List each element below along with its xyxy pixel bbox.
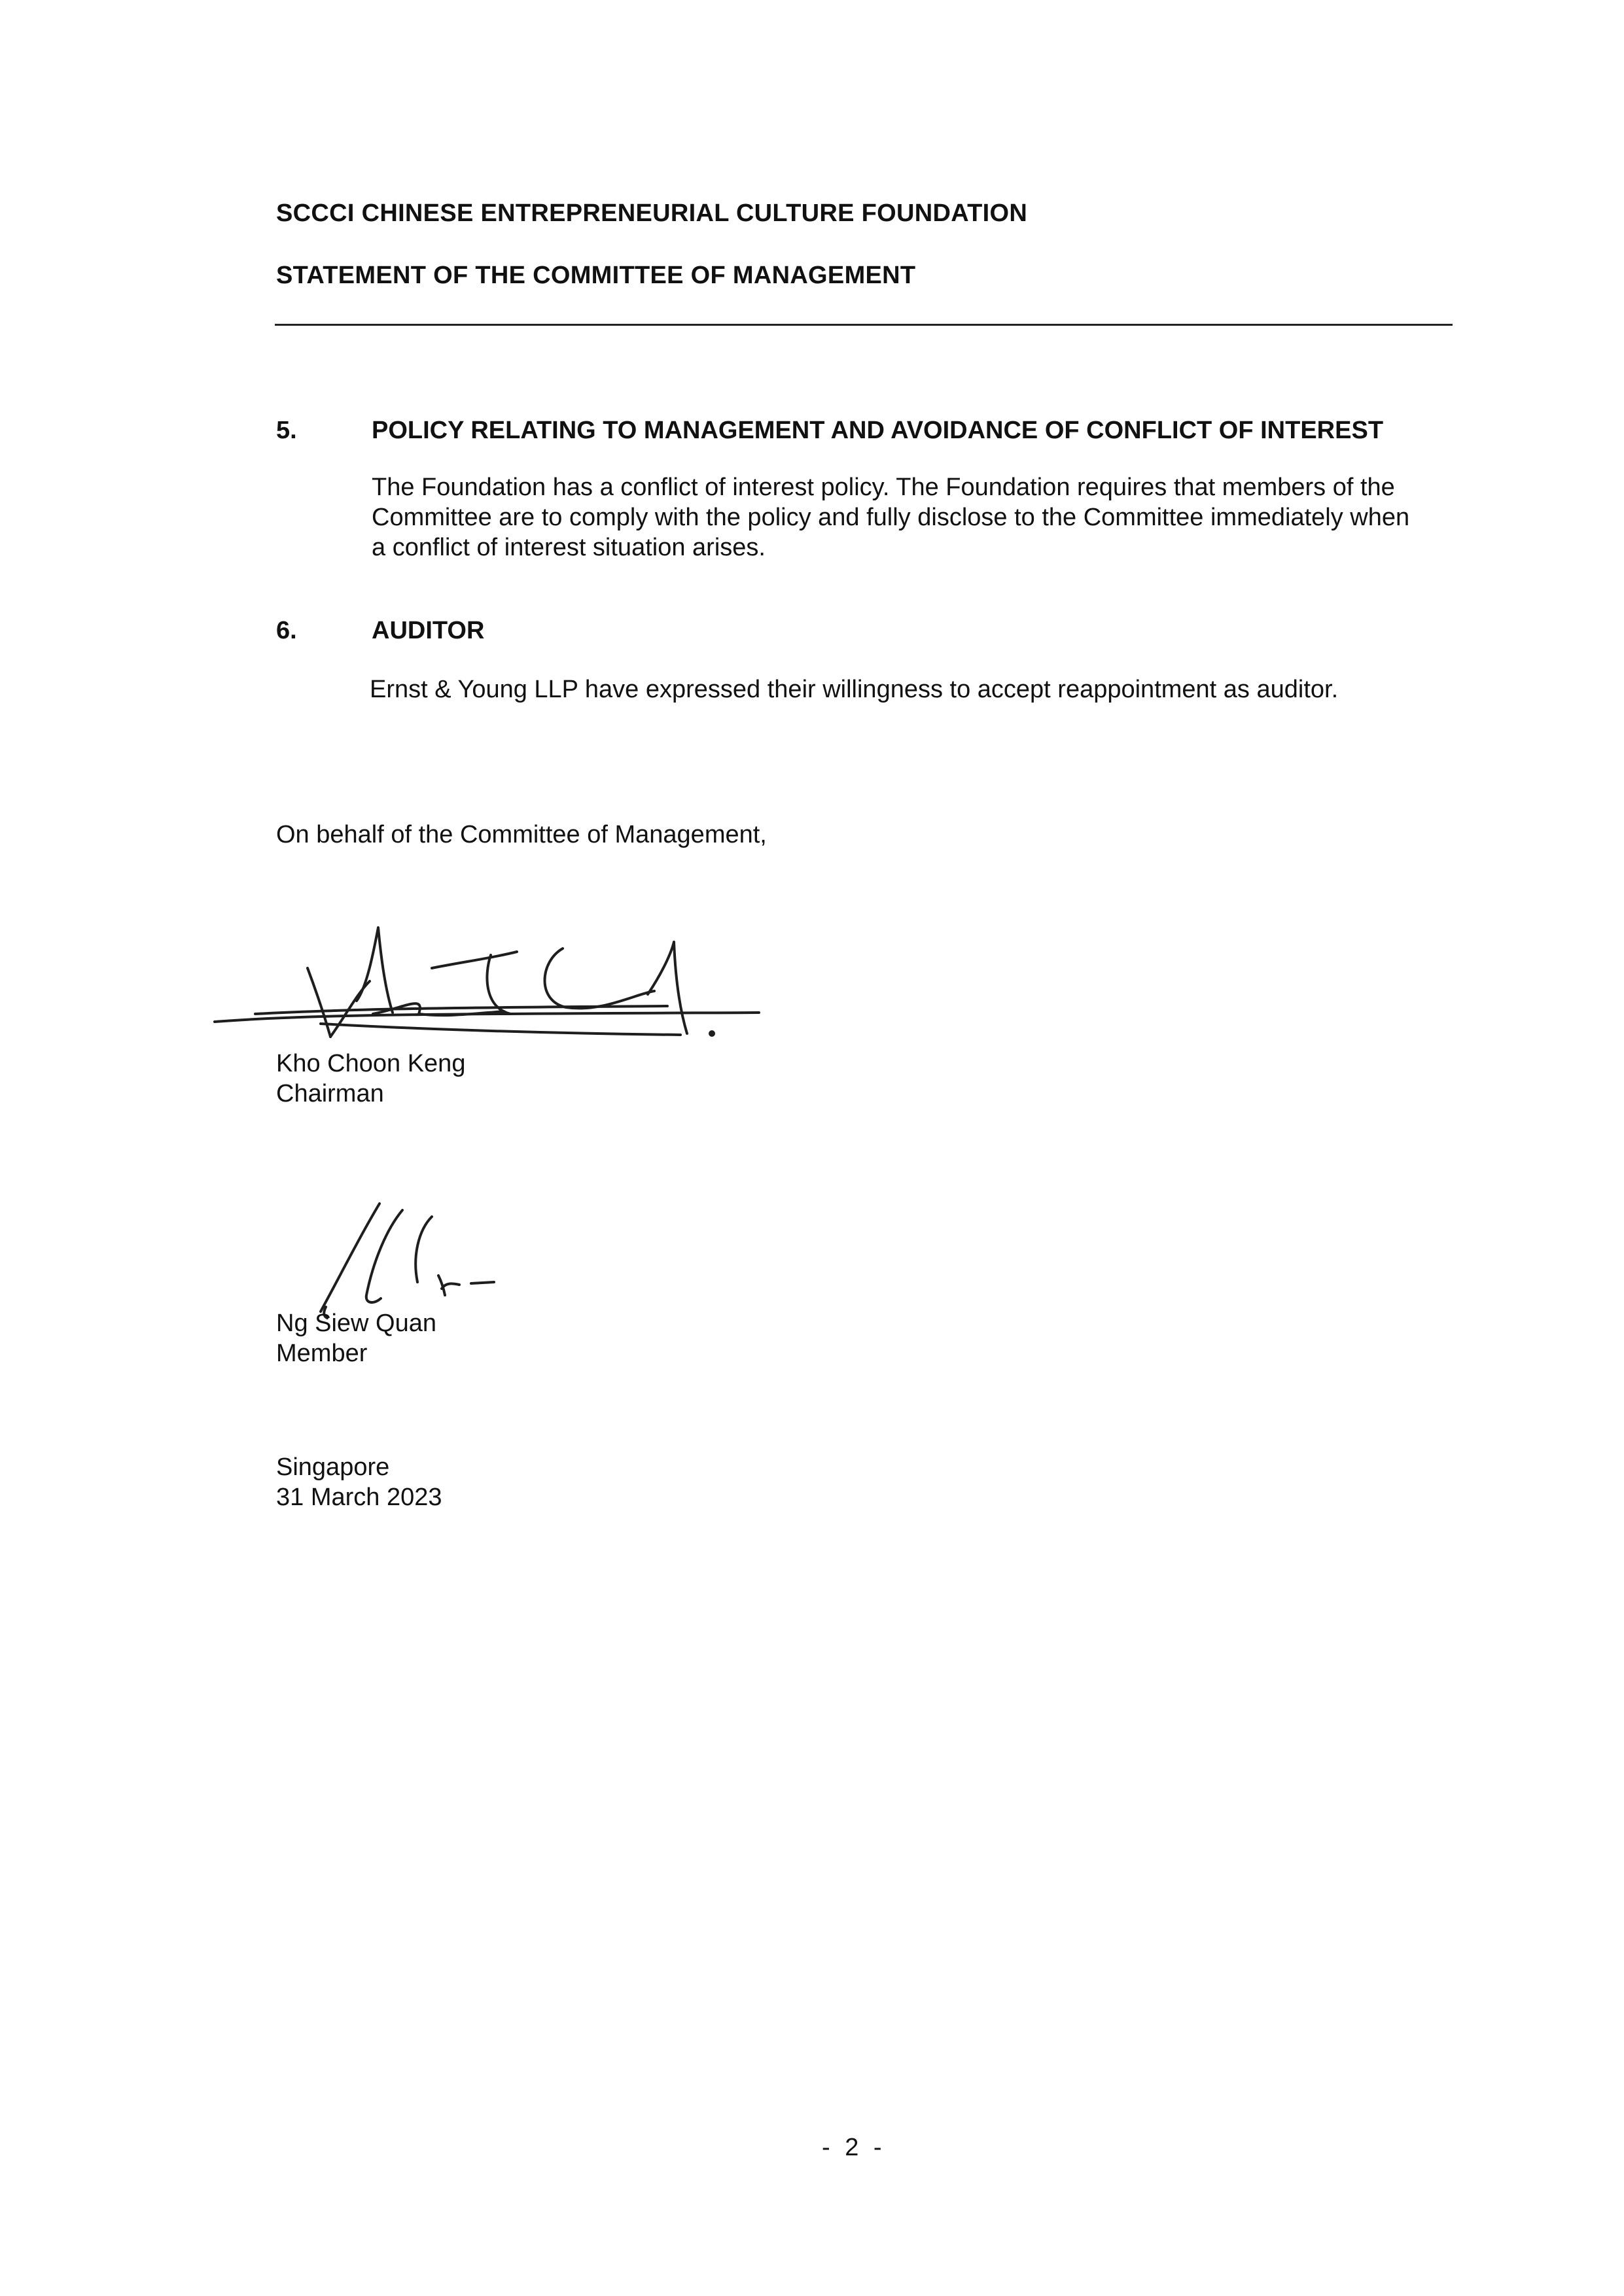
- place: Singapore: [276, 1453, 390, 1481]
- member-block: [276, 1308, 436, 1368]
- chairman-signature: [209, 916, 785, 1060]
- section-6-body: Ernst & Young LLP have expressed their willingness to accept reappointment as auditor.: [370, 676, 1339, 703]
- chairman-name: Kho Choon Keng: [276, 1050, 466, 1077]
- section-5-line-1: The Foundation has a conflict of interest policy. The Foundation requires that members of the: [372, 474, 1395, 501]
- section-5-number: 5.: [276, 417, 297, 444]
- statement-title: STATEMENT OF THE COMMITTEE OF MANAGEMENT: [276, 262, 916, 289]
- member-signature: [308, 1191, 517, 1321]
- member-title: Member: [276, 1340, 368, 1367]
- section-5-heading: POLICY RELATING TO MANAGEMENT AND AVOIDANCE OF CONFLICT OF INTEREST: [372, 417, 1384, 444]
- page-number: - 2 -: [822, 2134, 886, 2161]
- organization-title: SCCCI CHINESE ENTREPRENEURIAL CULTURE FOUNDATION: [276, 200, 1028, 227]
- place-date-block: [276, 1452, 442, 1512]
- closing-statement: On behalf of the Committee of Management,: [276, 821, 767, 848]
- header-divider: [275, 324, 1453, 326]
- section-6-heading: AUDITOR: [372, 617, 485, 644]
- section-6-number: 6.: [276, 617, 297, 644]
- date: 31 March 2023: [276, 1484, 442, 1511]
- section-5-body: [372, 472, 1451, 563]
- section-5-line-3: a conflict of interest situation arises.: [372, 534, 766, 561]
- chairman-title: Chairman: [276, 1080, 384, 1107]
- member-name: Ng Siew Quan: [276, 1310, 437, 1337]
- chairman-block: [276, 1049, 465, 1109]
- section-5-line-2: Committee are to comply with the policy and fully disclose to the Committee immediately when: [372, 504, 1410, 531]
